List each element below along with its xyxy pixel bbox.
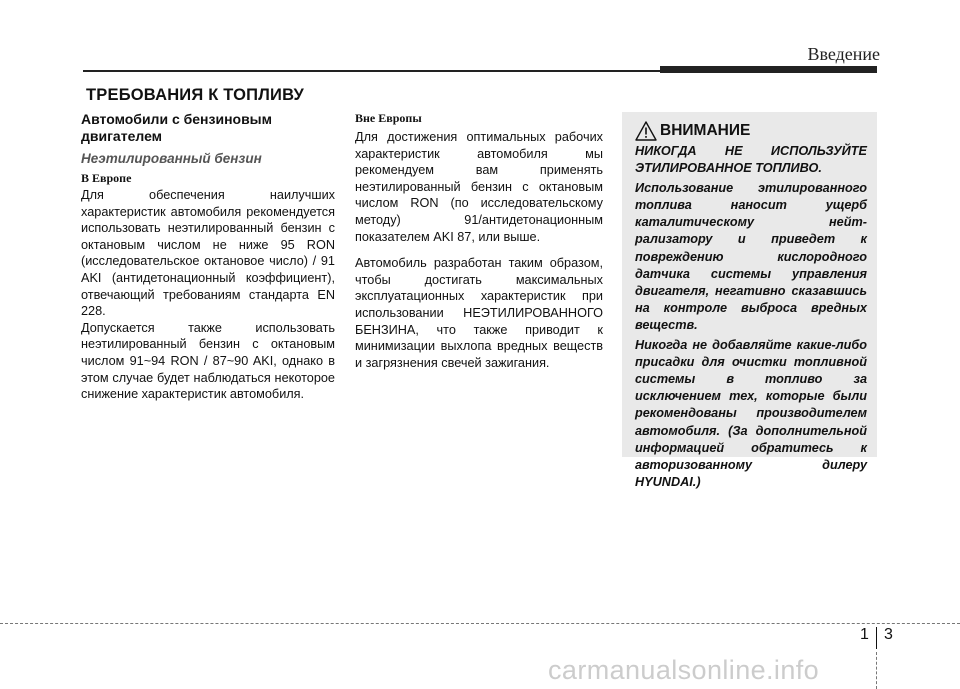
- warning-header: [635, 121, 750, 141]
- unleaded-fuel-subheading: Неэтилированный бензин: [81, 151, 262, 166]
- middle-column: [355, 110, 603, 371]
- watermark: carmanualsonline.info: [548, 655, 820, 685]
- warning-label: ВНИМАНИЕ: [660, 122, 751, 139]
- page-number-divider: [876, 627, 877, 649]
- warning-box: [622, 112, 877, 489]
- region-europe-heading: В Европе: [81, 171, 132, 185]
- section-title: ТРЕБОВАНИЯ К ТОПЛИВУ: [86, 86, 305, 104]
- chapter-number: 1: [860, 626, 869, 643]
- header-rule: [83, 70, 663, 72]
- left-column: [81, 111, 335, 403]
- region-outside-europe-heading: Вне Европы: [355, 111, 422, 125]
- page-number: 3: [884, 626, 893, 643]
- outside-europe-paragraph-1: Для достижения оптимальных рабочих характеристик автомобиля мы рекомендуем вам применять неэтилированный бензин с октановым числом RON (по исследовательскому методу) 91/антидетонационным показателем AKI 87, или выше.: [355, 130, 603, 244]
- header-rule-bar: [660, 66, 877, 73]
- europe-paragraph-2: Допускается также использовать неэтилированный бензин с октановым числом 91~94 RON / 87~90 AKI, однако в этом случае будет наблюдаться некоторое снижение характеристик автомобиля.: [81, 320, 335, 402]
- warning-body: [635, 143, 867, 494]
- warning-paragraph-1: НИКОГДА НЕ ИСПОЛЬЗУЙТЕ ЭТИЛИРОВАННОЕ ТОПЛИВО.: [635, 144, 867, 176]
- paragraph-spacer: [355, 245, 603, 255]
- europe-paragraph-1: Для обеспечения наилучших характеристик автомобиля рекомендуется использовать неэтилированный бензин с октановым числом не ниже 95 RON (исследовательское октановое число) / 91 AKI (антидетонационный коэффициент), отвечающий требованиям стандарта EN 228.: [81, 188, 335, 319]
- outside-europe-paragraph-2: Автомобиль разработан таким образом, чтобы достигать максимальных эксплуатационных характеристик при использовании НЕЭТИЛИРОВАННОГО БЕНЗИНА, что также приводит к минимизации выхлопа вредных веществ и загрязнения свечей зажигания.: [355, 256, 603, 370]
- footer-crop-mark: [876, 652, 877, 689]
- gasoline-engine-heading: Автомобили с бензиновым двигателем: [81, 111, 272, 144]
- warning-triangle-icon: [635, 121, 657, 141]
- warning-paragraph-2: Использование этилированного топлива наносит ущерб каталитическому нейт-рализатору и приведет к повреждению кислородного датчика системы управления двигателя, негативно сказавшись на контроле выброса вредных веществ.: [635, 181, 867, 332]
- warning-paragraph-3: Никогда не добавляйте какие-либо присадки для очистки топливной системы в топливо за исключением тех, которые были рекомендованы производителем автомобиля. (За дополнительной информацией обратитесь к авторизованному дилеру HYUNDAI.): [635, 338, 867, 489]
- chapter-title: Введение: [807, 44, 880, 64]
- footer-rule: [0, 623, 960, 624]
